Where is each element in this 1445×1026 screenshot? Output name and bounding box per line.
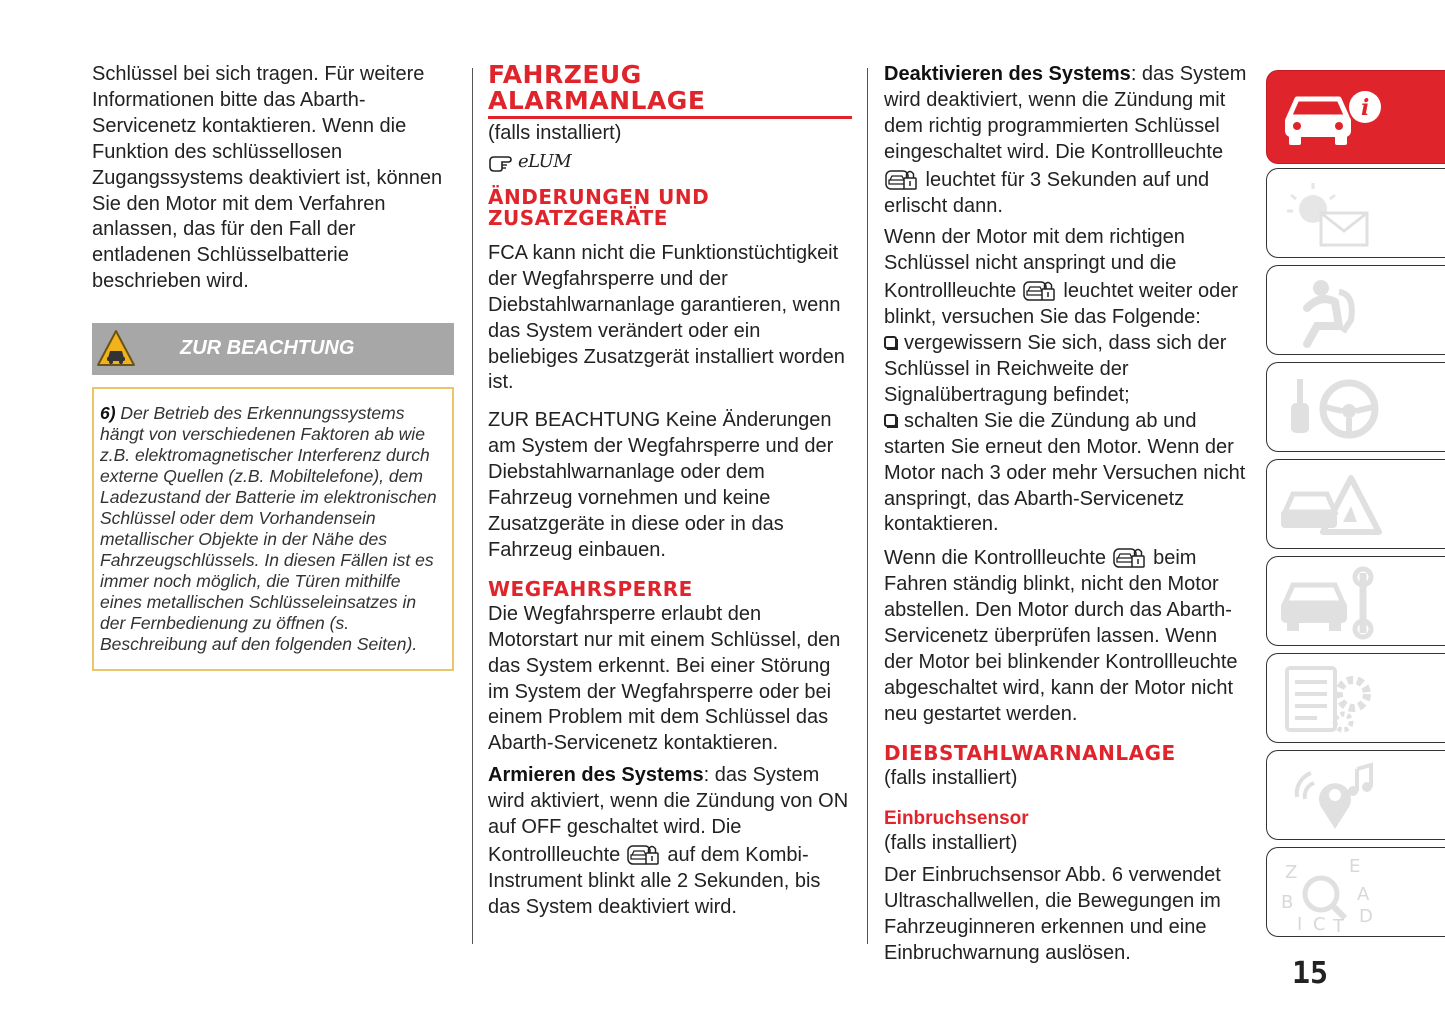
index-letter: I (1297, 914, 1303, 934)
fahren-text-b: beim Fahren ständig blinkt, nicht den Motor abstellen. Den Motor durch das Abarth-Servicenetz überprüfen lassen. Wenn der Motor bei blinkender Kontrollleuchte abgeschaltet wird, kann der Motor nicht neu gestartet werden. (884, 547, 1238, 725)
elum-label: eLUM (518, 150, 572, 172)
note-number: 6) (100, 403, 116, 424)
fahren-text-a: Wenn die Kontrollleuchte (884, 547, 1112, 570)
armieren-text-b: auf dem Kombi-Instrument blinkt alle 2 Sekunden, bis das System deaktiviert wird. (488, 843, 821, 918)
warning-triangle-icon (96, 329, 136, 369)
paragraph-deaktivieren (884, 62, 1248, 219)
paragraph-fca: FCA kann nicht die Funktionstüchtigkeit der Wegfahrsperre und der Diebstahlwarnanlage garantieren, wenn das System verändert oder ein beliebiges Zusatzgerät installiert worden ist. (488, 241, 845, 394)
section-title: FAHRZEUG ALARMANLAGE (488, 62, 852, 119)
index-letter: C (1313, 914, 1326, 934)
alphabet-index-icon (1277, 854, 1387, 934)
hand-pointer-icon (488, 151, 518, 173)
warning-light-envelope-icon (1277, 175, 1387, 255)
index-letter: A (1357, 884, 1370, 905)
car-wrench-icon (1277, 563, 1387, 643)
heading-aenderungen: ÄNDERUNGEN UND ZUSATZGERÄTE (488, 184, 710, 230)
tab-emergency[interactable] (1266, 459, 1445, 549)
bullet-text: schalten Sie die Zündung ab und starten Sie erneut den Motor. Wenn der Motor nach 3 oder mehr Versuchen nicht anspringt, das Abarth-Servicenetz kontaktieren. (884, 409, 1246, 536)
deakt-text-a: : das System wird deaktiviert, wenn die Zündung mit dem richtig programmierten Schlüssel eingeschaltet wird. Die Kontrollleuchte (884, 63, 1247, 163)
tab-dashboard[interactable] (1266, 168, 1445, 258)
immobilizer-lamp-icon (1022, 277, 1058, 303)
immobilizer-lamp-icon (626, 841, 662, 867)
warning-label: ZUR BEACHTUNG (180, 337, 355, 360)
tab-safety[interactable] (1266, 265, 1445, 355)
warning-header (92, 323, 454, 375)
column-right (884, 62, 1248, 967)
motor-text-a: Wenn der Motor mit dem richtigen Schlüssel nicht anspringt und die Kontrollleuchte (884, 226, 1185, 303)
index-letter: E (1349, 856, 1361, 877)
tab-multimedia[interactable] (1266, 750, 1445, 840)
key-steering-wheel-icon (1277, 369, 1387, 449)
armieren-label: Armieren des Systems (488, 764, 704, 787)
einbruch-subtitle: (falls installiert) (884, 832, 1018, 855)
tab-technical-data[interactable] (1266, 653, 1445, 743)
index-letter: D (1359, 906, 1373, 927)
index-letter: Z (1285, 862, 1298, 883)
airbag-passenger-icon (1277, 272, 1387, 352)
tab-car-info[interactable] (1266, 70, 1445, 164)
heading-einbruchsensor: Einbruchsensor (884, 807, 1029, 829)
paragraph-wegfahrsperre: Die Wegfahrsperre erlaubt den Motorstart nur mit einem Schlüssel, den das System erkennt. Bei einer Störung im System der Wegfahrsperre oder bei einem Problem mit dem Schlüssel das Abarth-Servicenetz kontaktieren. (488, 602, 841, 755)
checkbox-bullet-icon (884, 414, 898, 428)
multimedia-icon (1277, 757, 1387, 837)
index-letter: B (1281, 892, 1294, 913)
column-divider (867, 68, 868, 944)
specs-gear-icon (1277, 660, 1387, 740)
index-letter: T (1333, 916, 1344, 934)
warning-note (92, 387, 454, 671)
column-middle (488, 62, 852, 921)
tab-index[interactable] (1266, 847, 1445, 937)
immobilizer-lamp-icon (884, 166, 920, 192)
bullet-item (884, 409, 1248, 539)
bullet-item (884, 331, 1248, 409)
column-divider (472, 68, 473, 944)
svg-text:i: i (1361, 95, 1370, 121)
elum-badge (488, 147, 852, 177)
paragraph-motor (884, 225, 1248, 331)
tab-starting-driving[interactable] (1266, 362, 1445, 452)
paragraph-beachtung: ZUR BEACHTUNG Keine Änderungen am System der Wegfahrsperre und der Diebstahlwarnanlage oder dem Fahrzeug vornehmen und keine Zusatzgeräte in diese oder in das Fahrzeug einbauen. (488, 409, 834, 561)
bullet-text: vergewissern Sie sich, dass sich der Schlüssel in Reichweite der Signalübertragung befindet; (884, 332, 1227, 406)
intro-paragraph: Schlüssel bei sich tragen. Für weitere Informationen bitte das Abarth-Servicenetz kontaktieren. Wenn die Funktion des schlüssellosen Zugangssystems deaktiviert ist, können Sie den Motor mit dem Verfahren anlassen, das für den Fall der entladenen Schlüsselbatterie beschrieben wird. (92, 63, 443, 293)
page-number: 15 (1292, 956, 1329, 991)
paragraph-armieren (488, 763, 852, 920)
note-text: Der Betrieb des Erkennungssystems hängt von verschiedenen Faktoren ab wie z.B. elektromagnetischer Interferenz durch externe Quellen (z.B. Mobiltelefone), dem Ladezustand der Batterie im elektronischen Schlüssel oder dem Vorhandensein metallischer Objekte in der Nähe des Fahrzeugschlüssels. In diesen Fällen ist es immer noch möglich, die Türen mithilfe eines metallischen Schlüsseleinsatzes in der Fernbedienung zu öffnen (s. Beschreibung auf den folgenden Seiten). (100, 403, 437, 655)
motor-text-b: leuchtet weiter oder blinkt, versuchen Sie das Folgende: (884, 280, 1238, 329)
tab-maintenance[interactable] (1266, 556, 1445, 646)
deaktivieren-label: Deaktivieren des Systems (884, 63, 1131, 85)
paragraph-fahren (884, 544, 1248, 727)
diebstahl-subtitle: (falls installiert) (884, 766, 1018, 789)
checkbox-bullet-icon (884, 336, 898, 350)
car-warning-triangle-icon (1277, 466, 1387, 546)
car-info-icon (1277, 77, 1387, 157)
armieren-text-a: : das System wird aktiviert, wenn die Zündung von ON auf OFF geschaltet wird. Die Kontrollleuchte (488, 764, 849, 866)
column-left (92, 62, 454, 671)
deakt-text-b: leuchtet für 3 Sekunden auf und erlischt dann. (884, 168, 1210, 217)
title-subtitle: (falls installiert) (488, 122, 622, 144)
heading-wegfahrsperre: WEGFAHRSPERRE (488, 576, 693, 601)
paragraph-einbruchsensor: Der Einbruchsensor Abb. 6 verwendet Ultraschallwellen, die Bewegungen im Fahrzeuginneren erkennen und eine Einbruchwarnung auslösen. (884, 864, 1221, 965)
heading-diebstahlwarnanlage: DIEBSTAHLWARNANLAGE (884, 740, 1176, 765)
immobilizer-lamp-icon (1112, 544, 1148, 570)
